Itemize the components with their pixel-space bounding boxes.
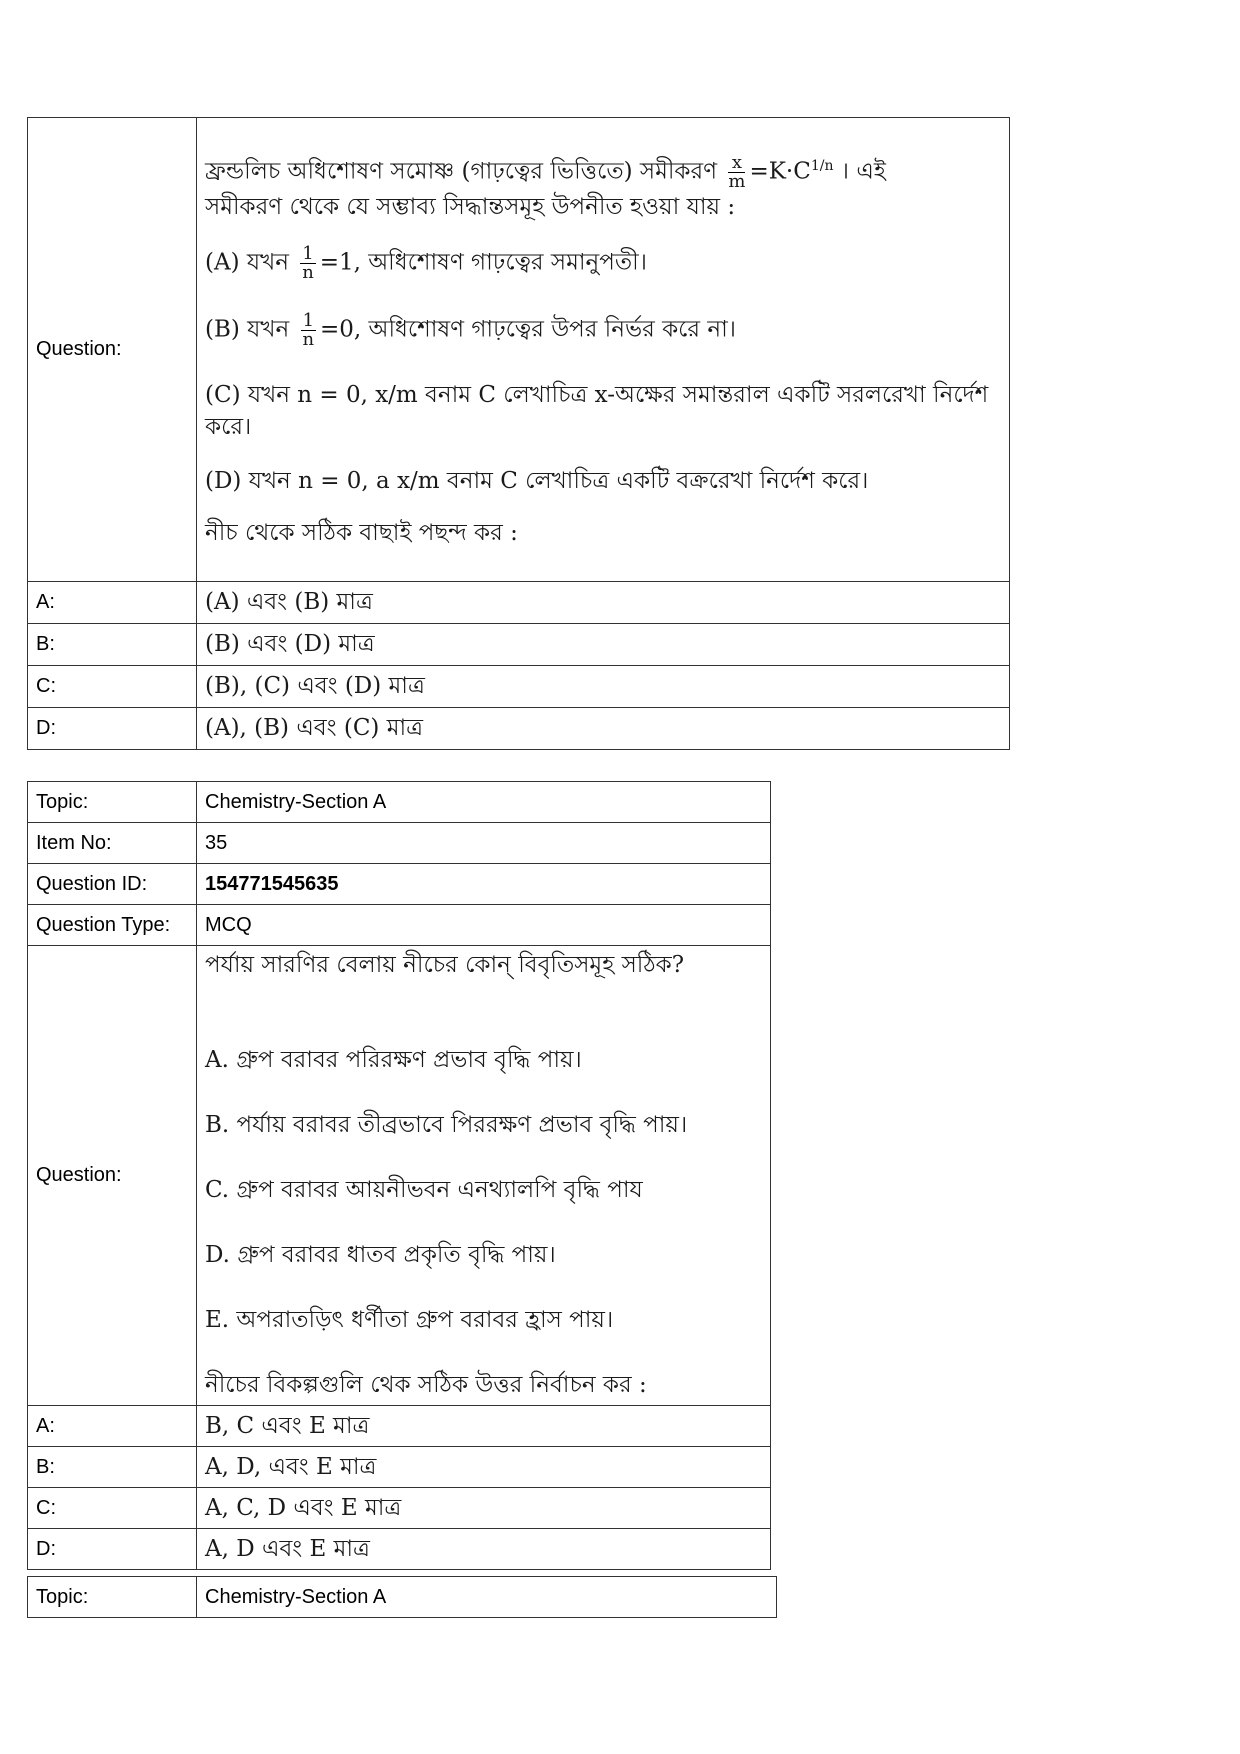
topic-label: Topic: — [28, 1577, 197, 1618]
option-label: D: — [28, 708, 197, 750]
question-type-label: Question Type: — [28, 905, 197, 946]
question-intro — [205, 150, 1001, 191]
question-id-value: 154771545635 — [197, 864, 771, 905]
eq-rest: =K·C — [749, 158, 811, 185]
question-type-value: MCQ — [197, 905, 771, 946]
statement-b-fraction — [301, 312, 316, 349]
frac-num: 1 — [302, 243, 314, 265]
statement: C. গ্রুপ বরাবর আয়নীভবন এনথ্যালপি বৃদ্ধি পায — [205, 1177, 643, 1203]
question-table-3 — [27, 1576, 777, 1618]
question-table-2 — [27, 781, 771, 1570]
option-text: (B), (C) এবং (D) মাত্র — [197, 666, 1010, 708]
frac-den: n — [302, 329, 315, 351]
item-no-value: 35 — [197, 823, 771, 864]
option-label: A: — [28, 582, 197, 624]
option-text: A, D এবং E মাত্র — [197, 1529, 771, 1570]
eq-denominator: m — [728, 171, 746, 193]
option-label: B: — [28, 1447, 197, 1488]
question-label: Question: — [28, 946, 197, 1406]
frac-num: 1 — [302, 310, 315, 332]
intro-tail: । এই — [840, 158, 886, 185]
option-text: A, D, এবং E মাত্র — [197, 1447, 771, 1488]
statement-d: (D) যখন n = 0, a x/m বনাম C লেখাচিত্র একটি বক্ররেখা নির্দেশ করে। — [205, 468, 869, 495]
statement: B. পর্যায় বরাবর তীব্রভাবে পিররক্ষণ প্রভাব বৃদ্ধি পায়। — [205, 1112, 688, 1138]
option-text: (B) এবং (D) মাত্র — [197, 624, 1010, 666]
option-text: A, C, D এবং E মাত্র — [197, 1488, 771, 1529]
question-table-1 — [27, 117, 1010, 750]
instruction: নীচের বিকল্পগুলি থেক সঠিক উত্তর নির্বাচন কর : — [205, 1372, 647, 1398]
statement: E. অপরাতড়িৎ ধর্ণীতা গ্রুপ বরাবর হ্রাস পায়। — [205, 1307, 614, 1333]
instruction: নীচ থেকে সঠিক বাছাই পছন্দ কর : — [205, 520, 518, 547]
intro-text: ফ্রন্ডলিচ অধিশোষণ সমোষ্ণ (গাঢ়ত্বের ভিত্তিতে) সমীকরণ — [205, 158, 718, 185]
eq-exponent: 1/n — [810, 157, 834, 174]
statement: A. গ্রুপ বরাবর পরিরক্ষণ প্রভাব বৃদ্ধি পায়। — [205, 1047, 582, 1073]
option-text: (A) এবং (B) মাত্র — [197, 582, 1010, 624]
question-id-label: Question ID: — [28, 864, 197, 905]
statement-a-prefix: (A) যখন — [205, 249, 289, 276]
topic-value: Chemistry-Section A — [197, 782, 771, 823]
eq-numerator: x — [728, 154, 745, 173]
statement-a — [205, 245, 1001, 282]
topic-label: Topic: — [28, 782, 197, 823]
statement-c: (C) যখন n = 0, x/m বনাম C লেখাচিত্র x-অক্ষের সমান্তরাল একটি সরলরেখা নির্দেশ করে। — [205, 382, 989, 441]
statement-a-fraction — [300, 245, 315, 282]
statement-a-text: =1, অধিশোষণ গাঢ়ত্বের সমানুপতী। — [319, 249, 647, 276]
topic-value: Chemistry-Section A — [197, 1577, 777, 1618]
item-no-label: Item No: — [28, 823, 197, 864]
question-body — [197, 118, 1010, 582]
statement-b-prefix: (B) যখন — [205, 316, 290, 343]
equation-fraction — [728, 154, 745, 191]
question-body — [197, 946, 771, 1406]
option-label: B: — [28, 624, 197, 666]
option-label: A: — [28, 1406, 197, 1447]
option-text: B, C এবং E মাত্র — [197, 1406, 771, 1447]
option-label: C: — [28, 1488, 197, 1529]
option-text: (A), (B) এবং (C) মাত্র — [197, 708, 1010, 750]
question-stem: পর্যায় সারণির বেলায় নীচের কোন্ বিবৃতিসমূহ সঠিক? — [205, 952, 685, 978]
frac-den: n — [302, 262, 314, 284]
statement-b — [205, 312, 1001, 349]
question-label: Question: — [28, 118, 197, 582]
option-label: D: — [28, 1529, 197, 1570]
statement: D. গ্রুপ বরাবর ধাতব প্রকৃতি বৃদ্ধি পায়। — [205, 1242, 556, 1268]
option-label: C: — [28, 666, 197, 708]
intro-line-2: সমীকরণ থেকে যে সম্ভাব্য সিদ্ধান্তসমূহ উপনীত হওয়া যায় : — [205, 194, 736, 221]
statement-b-text: =0, অধিশোষণ গাঢ়ত্বের উপর নির্ভর করে না। — [320, 316, 737, 343]
